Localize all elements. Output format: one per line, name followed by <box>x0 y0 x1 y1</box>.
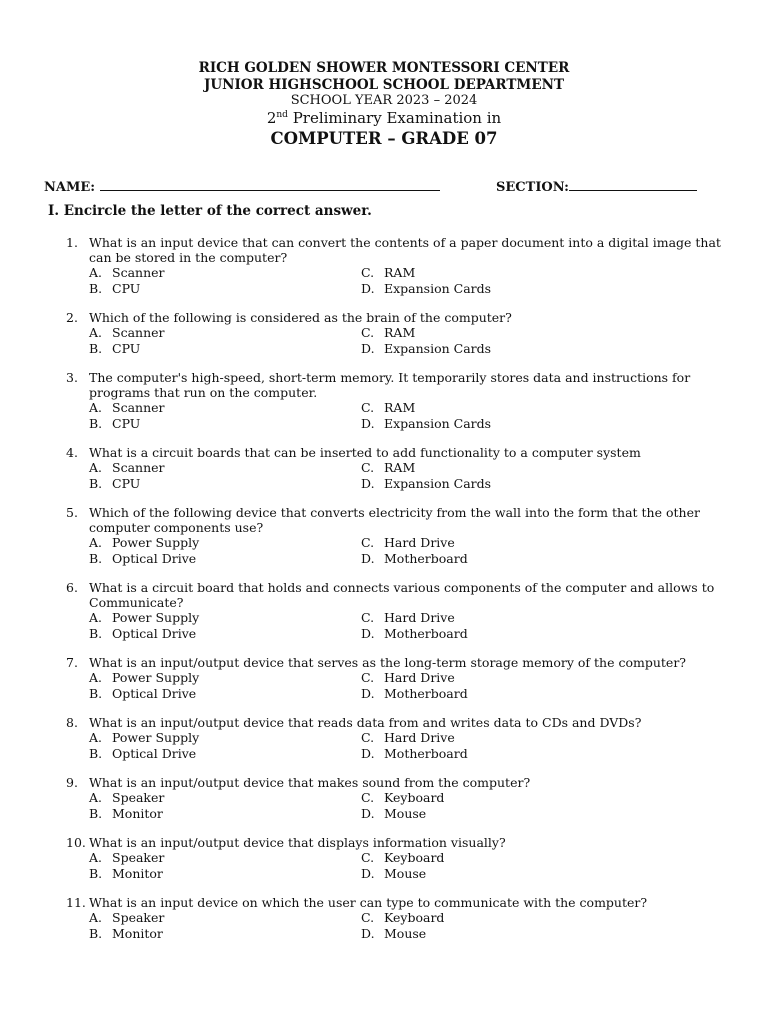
answer-options <box>0 535 768 566</box>
option-letter: C. <box>361 535 375 550</box>
option-letter: A. <box>89 460 103 475</box>
option-text: Keyboard <box>384 790 445 805</box>
option-letter: B. <box>89 686 103 701</box>
option-text: Motherboard <box>384 686 468 701</box>
exam-subject: COMPUTER – GRADE 07 <box>270 129 498 148</box>
option-text: Mouse <box>384 806 427 821</box>
student-fields <box>0 178 768 198</box>
question-number: 6. <box>66 580 78 595</box>
option-letter: D. <box>361 341 375 356</box>
option-letter: D. <box>361 416 375 431</box>
exam-ordinal: 2 <box>266 109 277 127</box>
school-year: SCHOOL YEAR 2023 – 2024 <box>290 93 478 108</box>
option-text: CPU <box>112 341 141 356</box>
option-letter: B. <box>89 416 103 431</box>
option-letter: B. <box>89 626 103 641</box>
question-number: 7. <box>66 655 78 670</box>
instruction-heading: I. Encircle the letter of the correct answer. <box>48 203 372 219</box>
question-text: The computer's high-speed, short-term memory. It temporarily stores data and instructions for programs that run on the computer. <box>89 370 691 400</box>
answer-options <box>0 730 768 761</box>
option-letter: A. <box>89 535 103 550</box>
option-letter: C. <box>361 730 375 745</box>
exam-title <box>0 109 768 128</box>
option-letter: A. <box>89 265 103 280</box>
option-letter: B. <box>89 341 103 356</box>
option-letter: A. <box>89 730 103 745</box>
question-number: 3. <box>66 370 78 385</box>
option-letter: D. <box>361 626 375 641</box>
option-letter: C. <box>361 610 375 625</box>
option-text: Expansion Cards <box>384 416 492 431</box>
question-number: 11. <box>66 895 86 910</box>
question-number: 10. <box>66 835 86 850</box>
option-letter: B. <box>89 806 103 821</box>
answer-options <box>0 460 768 491</box>
answer-options <box>0 265 768 296</box>
option-letter: C. <box>361 265 375 280</box>
option-letter: C. <box>361 325 375 340</box>
question-text: Which of the following device that converts electricity from the wall into the form that the other computer components use? <box>89 505 700 535</box>
option-text: Expansion Cards <box>384 281 492 296</box>
exam-title-text: Preliminary Examination in <box>287 109 502 127</box>
option-letter: D. <box>361 476 375 491</box>
option-letter: B. <box>89 746 103 761</box>
question-item <box>0 580 768 641</box>
answer-options <box>0 790 768 821</box>
option-letter: B. <box>89 866 103 881</box>
option-text: CPU <box>112 476 141 491</box>
option-text: Scanner <box>112 460 165 475</box>
option-text: RAM <box>384 265 416 280</box>
option-text: Mouse <box>384 866 427 881</box>
option-text: Motherboard <box>384 746 468 761</box>
school-name: RICH GOLDEN SHOWER MONTESSORI CENTER <box>198 60 570 76</box>
option-text: Monitor <box>112 806 163 821</box>
option-text: Keyboard <box>384 850 445 865</box>
option-text: Hard Drive <box>384 670 455 685</box>
option-letter: A. <box>89 325 103 340</box>
option-text: Scanner <box>112 265 165 280</box>
option-text: Optical Drive <box>112 746 197 761</box>
option-letter: C. <box>361 460 375 475</box>
option-text: Optical Drive <box>112 626 197 641</box>
option-text: Power Supply <box>112 535 200 550</box>
option-text: Speaker <box>112 850 165 865</box>
question-number: 5. <box>66 505 78 520</box>
option-text: CPU <box>112 416 141 431</box>
question-text: What is an input/output device that makes sound from the computer? <box>89 775 531 790</box>
option-text: Expansion Cards <box>384 341 492 356</box>
option-letter: D. <box>361 551 375 566</box>
question-text: What is an input/output device that displays information visually? <box>89 835 506 850</box>
answer-options <box>0 400 768 431</box>
option-text: Power Supply <box>112 670 200 685</box>
option-letter: D. <box>361 686 375 701</box>
option-text: Speaker <box>112 790 165 805</box>
option-letter: A. <box>89 610 103 625</box>
option-letter: D. <box>361 281 375 296</box>
option-text: Power Supply <box>112 730 200 745</box>
option-text: RAM <box>384 460 416 475</box>
answer-options <box>0 850 768 881</box>
option-text: Scanner <box>112 325 165 340</box>
option-text: Hard Drive <box>384 610 455 625</box>
option-text: Expansion Cards <box>384 476 492 491</box>
option-letter: C. <box>361 910 375 925</box>
question-text: What is an input device that can convert the contents of a paper document into a digital image that can be stored in the computer? <box>89 235 721 265</box>
answer-options <box>0 610 768 641</box>
section-label: SECTION: <box>496 180 569 195</box>
option-letter: C. <box>361 790 375 805</box>
name-blank-line[interactable] <box>100 178 440 191</box>
option-letter: A. <box>89 910 103 925</box>
answer-options <box>0 670 768 701</box>
option-letter: C. <box>361 670 375 685</box>
question-number: 4. <box>66 445 78 460</box>
option-letter: B. <box>89 551 103 566</box>
section-blank-line[interactable] <box>569 178 697 191</box>
option-text: Optical Drive <box>112 686 197 701</box>
option-text: RAM <box>384 400 416 415</box>
option-text: Optical Drive <box>112 551 197 566</box>
option-text: Hard Drive <box>384 730 455 745</box>
question-item <box>0 895 768 941</box>
question-number: 8. <box>66 715 78 730</box>
option-letter: A. <box>89 790 103 805</box>
question-list <box>0 235 768 955</box>
option-letter: D. <box>361 926 375 941</box>
option-letter: A. <box>89 850 103 865</box>
option-text: Motherboard <box>384 551 468 566</box>
section-field[interactable] <box>496 178 697 195</box>
option-letter: A. <box>89 400 103 415</box>
question-number: 2. <box>66 310 78 325</box>
question-item <box>0 235 768 296</box>
option-text: RAM <box>384 325 416 340</box>
question-item <box>0 775 768 821</box>
exam-ordinal-suffix: nd <box>276 110 288 120</box>
name-label: NAME: <box>44 180 96 195</box>
option-text: Monitor <box>112 926 163 941</box>
option-letter: C. <box>361 850 375 865</box>
question-text: What is a circuit board that holds and connects various components of the computer and allows to Communicate? <box>89 580 715 610</box>
option-text: Power Supply <box>112 610 200 625</box>
option-letter: A. <box>89 670 103 685</box>
option-letter: D. <box>361 746 375 761</box>
question-text: What is an input device on which the user can type to communicate with the computer? <box>89 895 648 910</box>
answer-options <box>0 910 768 941</box>
question-item <box>0 715 768 761</box>
question-text: Which of the following is considered as the brain of the computer? <box>89 310 512 325</box>
option-letter: B. <box>89 476 103 491</box>
question-item <box>0 445 768 491</box>
option-text: Mouse <box>384 926 427 941</box>
option-letter: C. <box>361 400 375 415</box>
option-text: Speaker <box>112 910 165 925</box>
question-item <box>0 370 768 431</box>
option-text: Keyboard <box>384 910 445 925</box>
option-text: Scanner <box>112 400 165 415</box>
option-text: Monitor <box>112 866 163 881</box>
option-letter: D. <box>361 866 375 881</box>
question-number: 9. <box>66 775 78 790</box>
option-text: Motherboard <box>384 626 468 641</box>
answer-options <box>0 325 768 356</box>
option-text: Hard Drive <box>384 535 455 550</box>
option-text: CPU <box>112 281 141 296</box>
question-text: What is an input/output device that reads data from and writes data to CDs and DVDs? <box>89 715 642 730</box>
question-number: 1. <box>66 235 78 250</box>
question-text: What is an input/output device that serves as the long-term storage memory of the computer? <box>89 655 686 670</box>
option-letter: B. <box>89 281 103 296</box>
question-item <box>0 655 768 701</box>
option-letter: B. <box>89 926 103 941</box>
question-item <box>0 310 768 356</box>
department-name: JUNIOR HIGHSCHOOL SCHOOL DEPARTMENT <box>203 77 565 93</box>
question-text: What is a circuit boards that can be inserted to add functionality to a computer system <box>89 445 641 460</box>
question-item <box>0 835 768 881</box>
name-field[interactable] <box>44 178 440 195</box>
option-letter: D. <box>361 806 375 821</box>
question-item <box>0 505 768 566</box>
exam-header <box>0 60 768 149</box>
